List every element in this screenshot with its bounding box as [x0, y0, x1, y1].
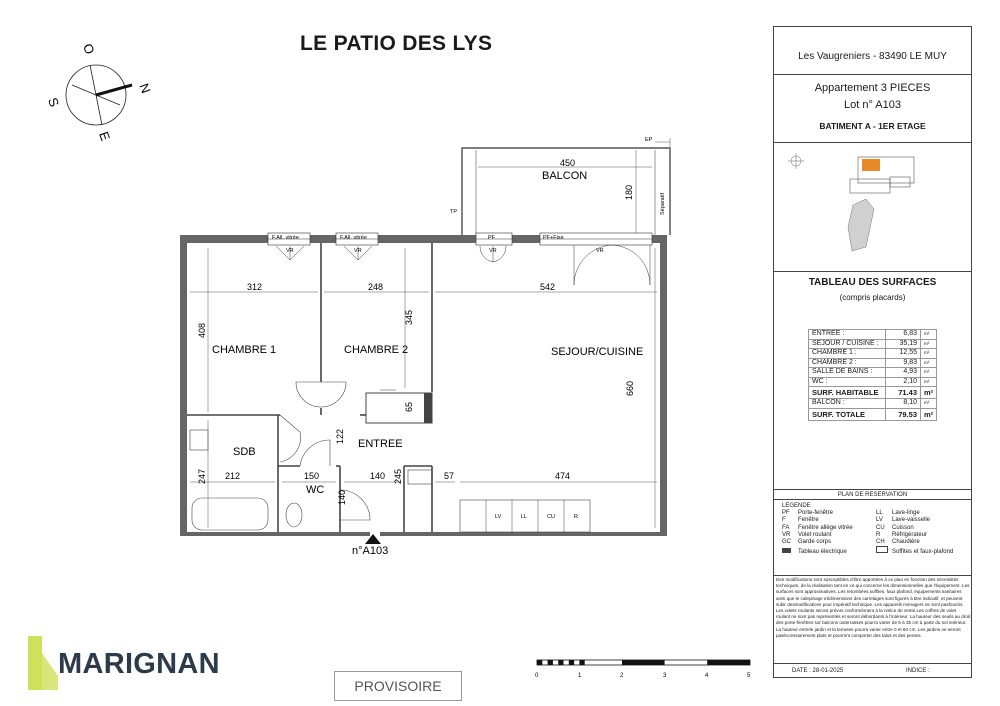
dim-248: 248: [368, 282, 384, 292]
legend-row: Tableau électrique Soffites et faux-plafond: [782, 546, 953, 556]
status-badge: PROVISOIRE: [334, 671, 462, 701]
electrical-panel-icon: [782, 548, 791, 553]
scale-label-2: 2: [620, 673, 624, 679]
dim-450: 450: [560, 158, 576, 168]
toilet: [286, 503, 302, 527]
surf-totale-row: SURF. TOTALE 79.53 m²: [809, 408, 937, 420]
lot-reference: n°A103: [352, 545, 389, 557]
lot-number: Lot n° A103: [843, 99, 901, 111]
dim-140b: 140: [337, 489, 347, 505]
dim-180: 180: [624, 184, 634, 200]
bathtub: [192, 498, 268, 530]
kitchen-r: R: [574, 514, 578, 520]
legend-row: GC Garde corps CH Chaudière: [782, 539, 920, 546]
compass-e: E: [96, 129, 114, 143]
opening-vr1: VR: [286, 248, 294, 254]
dim-245: 245: [393, 468, 403, 484]
opening-vr4: VR: [596, 248, 604, 254]
dim-247: 247: [197, 468, 207, 484]
scale-bar: [534, 657, 764, 683]
dim-57: 57: [444, 471, 455, 481]
opening-pf: PF: [488, 235, 496, 241]
kitchen-cu: CU: [547, 514, 555, 520]
apartment-type: Appartement 3 PIECES: [814, 82, 931, 94]
washbasin: [190, 430, 208, 450]
tp-label: TP: [450, 209, 458, 215]
balcon-row: BALCON : 8,10 m²: [809, 399, 937, 409]
exterior-walls: [180, 235, 667, 536]
marignan-logo: [28, 636, 58, 690]
room-chambre-2: CHAMBRE 2: [344, 344, 409, 356]
legend-row: FA Fenêtre allège vitrée CU Cuisson: [782, 524, 914, 531]
scale-label-5: 5: [747, 673, 751, 679]
indice: INDICE :: [906, 668, 930, 674]
soffite-icon: [876, 546, 888, 553]
surfaces-title: TABLEAU DES SURFACES: [808, 277, 937, 288]
room-sdb: SDB: [233, 446, 256, 458]
dim-212: 212: [225, 471, 241, 481]
legend: [782, 503, 953, 556]
kitchen-lv: LV: [495, 514, 502, 520]
legend-row: F Fenêtre LV Lave-vaisselle: [782, 517, 931, 524]
brand-name: MARIGNAN: [58, 648, 220, 680]
table-row: SEJOUR / CUISINE : 35,19 m²: [809, 339, 937, 349]
room-balcon: BALCON: [542, 170, 588, 182]
surfaces-subtitle: (compris placards): [839, 293, 906, 302]
info-panel: [773, 26, 972, 678]
boiler: [408, 470, 432, 484]
dim-408: 408: [197, 322, 207, 338]
surf-habitable-row: SURF. HABITABLE 71.43 m²: [809, 387, 937, 399]
table-row: SALLE DE BAINS : 4,93 m²: [809, 368, 937, 378]
scale-label-3: 3: [663, 673, 667, 679]
dim-65: 65: [404, 401, 414, 412]
building-floor: BATIMENT A - 1ER ETAGE: [819, 121, 926, 131]
table-row: ENTREE : 6,83 m²: [809, 330, 937, 340]
page-title: LE PATIO DES LYS: [300, 32, 493, 55]
separatif-label: Séparatif: [660, 192, 666, 215]
legend-title: LEGENDE: [782, 503, 811, 509]
ep-label: EP: [645, 137, 653, 143]
scale-label-0: 0: [535, 673, 539, 679]
legend-row: VR Volet roulant R Réfrigérateur: [782, 531, 928, 538]
table-row: CHAMBRE 1 : 12,55 m²: [809, 349, 937, 359]
legend-row: PF Porte-fenêtre LL Lave-linge: [782, 510, 920, 517]
dim-150: 150: [304, 471, 320, 481]
opening-vr3: VR: [489, 248, 497, 254]
compass-o: O: [80, 41, 98, 57]
dim-542: 542: [540, 282, 556, 292]
opening-pf-fixe: PF+Fixe: [543, 235, 564, 241]
dim-312: 312: [247, 282, 263, 292]
dim-474: 474: [555, 471, 571, 481]
plan-reservation-title: PLAN DE RESERVATION: [837, 492, 908, 498]
scale-label-1: 1: [578, 673, 582, 679]
kitchen-ll: LL: [521, 514, 528, 520]
dim-140a: 140: [370, 471, 386, 481]
scale-label-4: 4: [705, 673, 709, 679]
date: DATE : 28-01-2025: [792, 668, 844, 674]
electrical-panel: [424, 393, 432, 423]
opening-fa1: F.All. vitrée: [272, 235, 299, 241]
compass-s: S: [45, 95, 63, 109]
opening-fa2: F.All. vitrée: [340, 235, 367, 241]
room-entree: ENTREE: [358, 438, 403, 450]
location-map: [778, 147, 968, 267]
disclaimer-notes: Des modifications sont susceptibles d'être apportées à ce plan en fonction des nécessités techniques, de la réalisation tant en ce qui concerne les dimensionnelles que l'équipement. Les surfaces sont approximatives. Les retombées,soffites, faux plafond, équipements sanitaires ainsi que le calepinage et/dimensions des carrelages sont figurés à titre indicatif, et peuvent subir desmodifications pour impératif technique. Les appareils ménagers ne sont pasfournis. Les volets roulants seront prévus conformément à la notice de vente.Les coffres de volet roulant ne sont pas représentés et seront débordants à l'intérieur. La hauteur des seuils au droit des porte-fenêtres sur balcons outerrasses pourra varier de 5 à 35 cm à partir du sol intérieur. La hauteur entrele jardin et la terrasse pourra varier entre 0 et 60 cm. Les jardins ne seront paséccessoirement plats et pourront comporter des talus et des pentes.: [776, 577, 971, 638]
dim-122: 122: [335, 428, 345, 444]
room-sejour-cuisine: SEJOUR/CUISINE: [551, 346, 644, 358]
dim-660: 660: [625, 380, 635, 396]
room-chambre-1: CHAMBRE 1: [212, 344, 277, 356]
closet: [366, 393, 432, 423]
opening-vr2: VR: [354, 248, 362, 254]
compass-n: N: [136, 81, 154, 96]
table-row: WC : 2,10 m²: [809, 377, 937, 387]
address: Les Vaugreniers - 83490 LE MUY: [798, 51, 947, 62]
dim-345: 345: [404, 309, 414, 325]
compass: [45, 42, 154, 144]
doors: [280, 382, 370, 520]
balcony: [462, 138, 670, 235]
room-wc: WC: [306, 484, 325, 496]
table-row: CHAMBRE 2 : 9,83 m²: [809, 358, 937, 368]
surfaces-table: [808, 329, 937, 421]
